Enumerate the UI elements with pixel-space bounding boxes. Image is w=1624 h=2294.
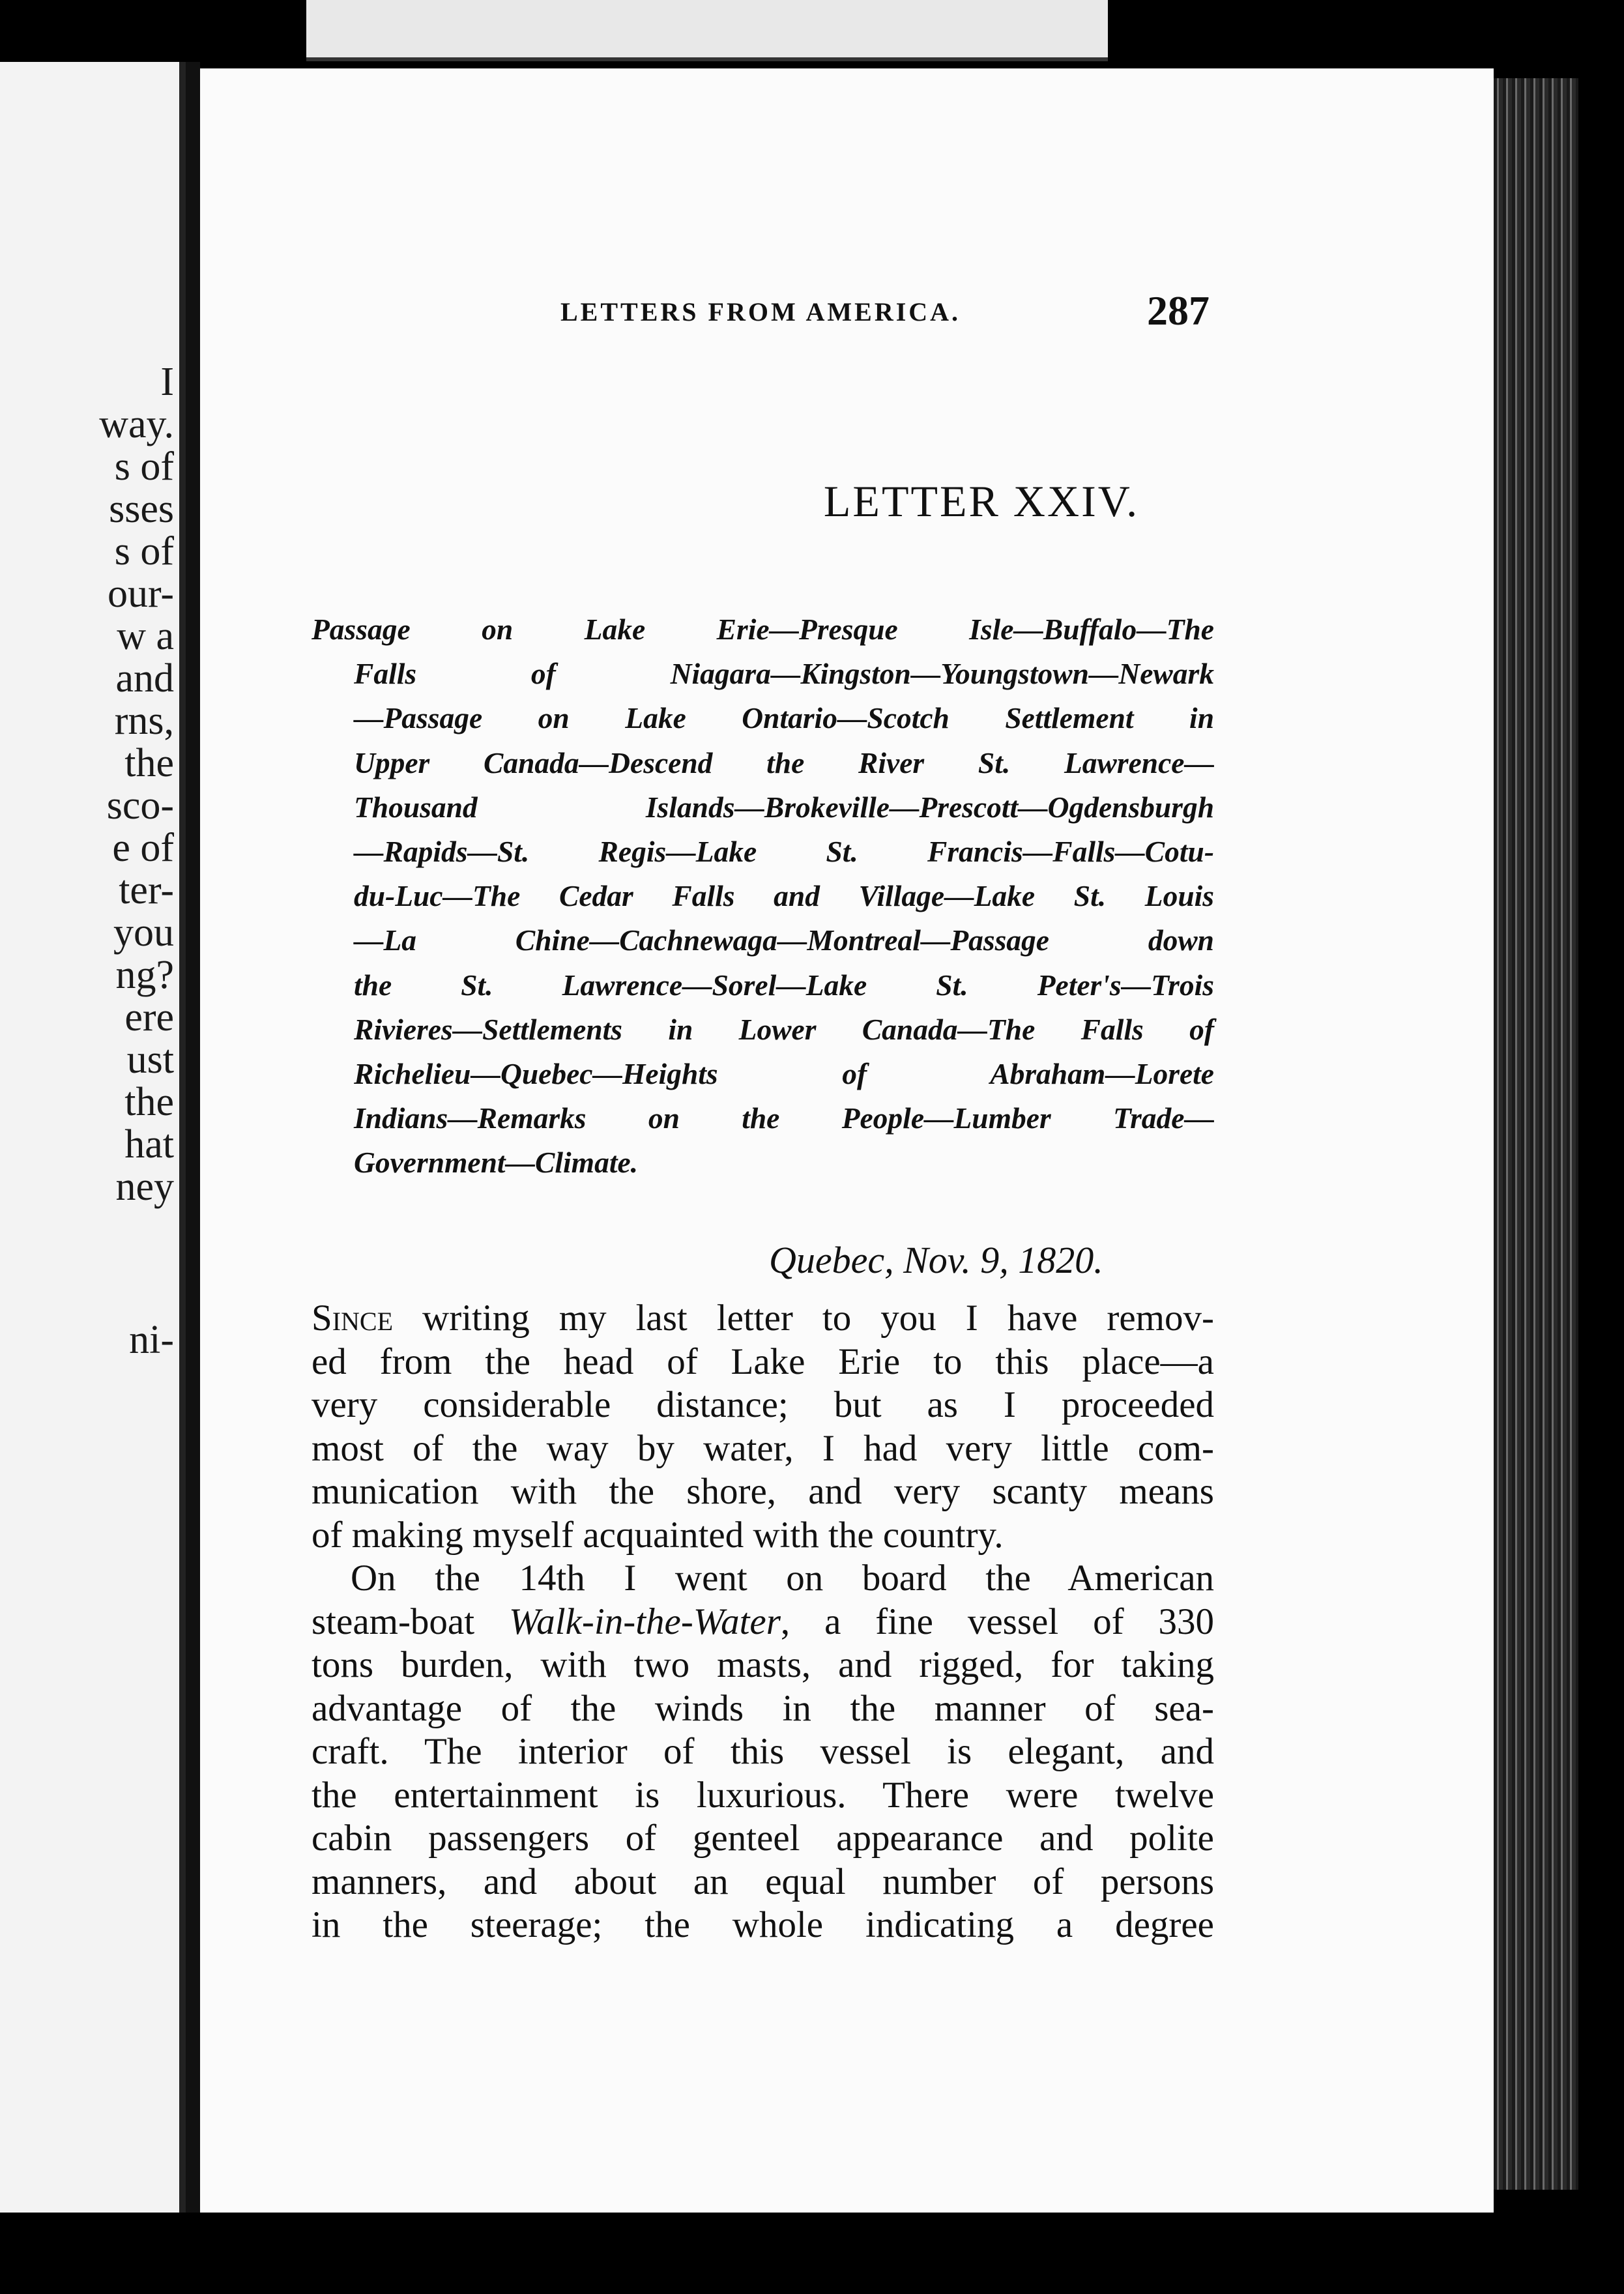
left-page-line: s of	[114, 529, 174, 574]
left-page-line: and	[115, 656, 174, 701]
left-page-line: rns,	[114, 699, 174, 743]
body-line: in the steerage; the whole indicating a degree	[312, 1904, 1214, 1945]
body-line: very considerable distance; but as I proceeded	[312, 1384, 1214, 1425]
body-line: tons burden, with two masts, and rigged, for taking	[312, 1644, 1214, 1685]
ship-name: Walk-in-the-Water	[509, 1601, 781, 1642]
left-page-line: s of	[114, 444, 174, 489]
summary-line: Government—Climate.	[354, 1146, 639, 1180]
body-line: the entertainment is luxurious. There were twelve	[312, 1774, 1214, 1816]
dateline: Quebec, Nov. 9, 1820.	[769, 1239, 1103, 1281]
summary-line: Passage on Lake Erie—Presque Isle—Buffalo—The	[312, 613, 1214, 646]
summary-line: Rivieres—Settlements in Lower Canada—The Falls of	[354, 1012, 1214, 1046]
summary-line: Upper Canada—Descend the River St. Lawrence—	[354, 746, 1214, 779]
body-line: craft. The interior of this vessel is elegant, and	[312, 1731, 1214, 1772]
body-line	[312, 1601, 1214, 1644]
body-line: most of the way by water, I had very little com-	[312, 1427, 1214, 1469]
page-edges	[1494, 78, 1578, 2190]
left-page-line: you	[113, 910, 174, 955]
left-page-line: ter-	[119, 868, 174, 912]
letter-summary	[312, 607, 1214, 1185]
letter-body	[312, 1297, 1214, 1947]
summary-line: —Passage on Lake Ontario—Scotch Settlement in	[354, 701, 1214, 735]
body-line: ed from the head of Lake Erie to this place—a	[312, 1341, 1214, 1382]
left-page-line: sco-	[106, 783, 174, 828]
running-head: LETTERS FROM AMERICA.	[560, 297, 961, 327]
body-line	[312, 1297, 1214, 1341]
page-top-tab	[306, 0, 1108, 61]
left-page-line: ni-	[129, 1318, 174, 1362]
body-line: of making myself acquainted with the country.	[312, 1514, 1004, 1556]
left-page-line: ust	[126, 1038, 174, 1082]
left-page-line: our-	[107, 572, 174, 616]
opening-word: Since	[312, 1298, 394, 1339]
page-number: 287	[1147, 287, 1210, 334]
left-page-line: w a	[117, 614, 174, 658]
body-line: munication with the shore, and very scanty means	[312, 1471, 1214, 1512]
summary-line: Indians—Remarks on the People—Lumber Trade—	[354, 1101, 1214, 1135]
left-page-line: I	[160, 360, 174, 404]
summary-line: the St. Lawrence—Sorel—Lake St. Peter's—Trois	[354, 968, 1214, 1002]
summary-line: —La Chine—Cachnewaga—Montreal—Passage down	[354, 923, 1214, 957]
left-page-line: the	[124, 1080, 174, 1124]
left-page-line: ng?	[115, 953, 174, 997]
summary-line: du-Luc—The Cedar Falls and Village—Lake St. Louis	[354, 879, 1214, 913]
summary-line: Thousand Islands—Brokeville—Prescott—Ogdensburgh	[354, 790, 1214, 824]
book-gutter	[186, 62, 200, 2213]
left-page-line: hat	[124, 1122, 174, 1167]
body-line-text: writing my last letter to you I have remov-	[393, 1298, 1214, 1339]
summary-line: Richelieu—Quebec—Heights of Abraham—Lorete	[354, 1057, 1214, 1091]
left-page-line: ney	[115, 1165, 174, 1209]
left-page-line: way.	[99, 402, 174, 446]
body-line: manners, and about an equal number of persons	[312, 1861, 1214, 1902]
body-line: cabin passengers of genteel appearance and polite	[312, 1818, 1214, 1859]
body-line: advantage of the winds in the manner of sea-	[312, 1687, 1214, 1729]
letter-heading: LETTER XXIV.	[823, 476, 1140, 526]
summary-line: Falls of Niagara—Kingston—Youngstown—Newark	[354, 657, 1214, 691]
body-line: On the 14th I went on board the American	[351, 1558, 1214, 1599]
left-page-line: sses	[109, 487, 174, 531]
left-page-line: ere	[124, 995, 174, 1039]
left-page-line: e of	[112, 826, 174, 870]
body-line-text: steam-boat	[312, 1601, 510, 1642]
body-line-text: , a fine vessel of 330	[780, 1601, 1214, 1642]
previous-page-fragment	[0, 62, 186, 2213]
summary-line: —Rapids—St. Regis—Lake St. Francis—Falls—Cotu-	[354, 835, 1214, 869]
left-page-line: the	[124, 741, 174, 785]
